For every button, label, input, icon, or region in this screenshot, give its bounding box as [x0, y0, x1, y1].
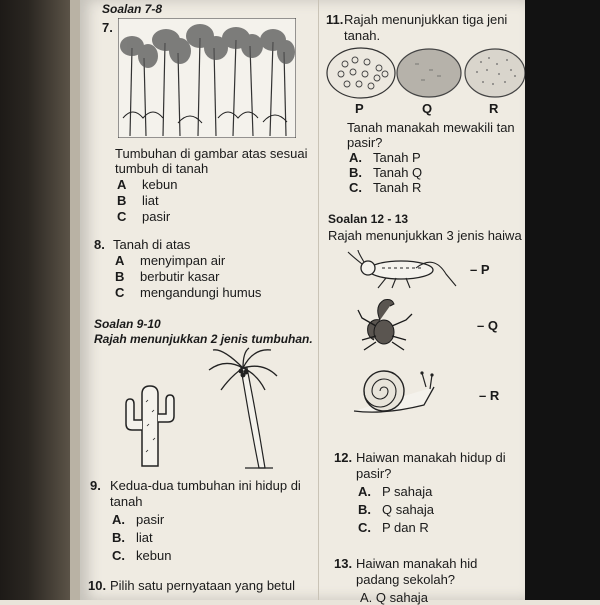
grasshopper-illustration	[346, 250, 466, 290]
animal-label-q: – Q	[477, 318, 498, 333]
scorpion-illustration	[354, 296, 420, 356]
q7-option-b-letter[interactable]: B	[117, 193, 127, 208]
q8-option-a-text[interactable]: menyimpan air	[140, 253, 226, 268]
instruction-9-10: Rajah menunjukkan 2 jenis tumbuhan.	[94, 332, 313, 346]
q11-option-c-text[interactable]: Tanah R	[373, 180, 422, 195]
q12-text-line2: pasir?	[356, 466, 392, 481]
animal-label-p: – P	[470, 262, 490, 277]
q8-text: Tanah di atas	[113, 237, 191, 252]
animal-label-r: – R	[479, 388, 500, 403]
q7-text-line1: Tumbuhan di gambar atas sesuai	[115, 146, 308, 161]
q12-option-a-text[interactable]: P sahaja	[382, 484, 433, 499]
q9-text-line1: Kedua-dua tumbuhan ini hidup di	[110, 478, 301, 493]
q7-option-a-letter[interactable]: A	[117, 177, 127, 192]
q12-number: 12.	[334, 450, 353, 465]
q11-question-line2: pasir?	[347, 135, 383, 150]
soil-label-q: Q	[422, 101, 433, 116]
q12-option-c-letter[interactable]: C.	[358, 520, 371, 535]
q10-number: 10.	[88, 578, 107, 593]
cactus-illustration	[122, 382, 178, 468]
q9-option-a-letter[interactable]: A.	[112, 512, 125, 527]
q7-option-b-text[interactable]: liat	[142, 193, 159, 208]
q9-text-line2: tanah	[110, 494, 143, 509]
plants-illustration	[118, 18, 296, 138]
q12-option-c-text[interactable]: P dan R	[382, 520, 429, 535]
q7-option-c-letter[interactable]: C	[117, 209, 127, 224]
q9-number: 9.	[90, 478, 101, 493]
q11-text-line1: Rajah menunjukkan tiga jeni	[344, 12, 508, 27]
q8-option-a-letter[interactable]: A	[115, 253, 125, 268]
q7-option-c-text[interactable]: pasir	[142, 209, 171, 224]
q11-question-line1: Tanah manakah mewakili tan	[347, 120, 515, 135]
q7-option-a-text[interactable]: kebun	[142, 177, 178, 192]
soil-samples-illustration	[325, 46, 525, 100]
q9-option-b-text[interactable]: liat	[136, 530, 153, 545]
background-left	[0, 0, 70, 600]
q8-option-b-text[interactable]: berbutir kasar	[140, 269, 220, 284]
q9-option-a-text[interactable]: pasir	[136, 512, 165, 527]
q11-option-c-letter[interactable]: C.	[349, 180, 362, 195]
q9-option-c-text[interactable]: kebun	[136, 548, 172, 563]
q9-option-b-letter[interactable]: B.	[112, 530, 125, 545]
q13-number: 13.	[334, 556, 353, 571]
q8-option-c-text[interactable]: mengandungi humus	[140, 285, 262, 300]
page-spine	[70, 0, 80, 600]
q8-number: 8.	[94, 237, 105, 252]
q12-text-line1: Haiwan manakah hidup di	[356, 450, 506, 465]
instruction-12-13: Rajah menunjukkan 3 jenis haiwa	[328, 228, 522, 243]
q8-option-c-letter[interactable]: C	[115, 285, 125, 300]
q7-text-line2: tumbuh di tanah	[115, 161, 209, 176]
q11-number: 11.	[326, 12, 344, 27]
q11-option-b-text[interactable]: Tanah Q	[373, 165, 423, 180]
header-soalan-12-13: Soalan 12 - 13	[328, 212, 409, 226]
q11-option-b-letter[interactable]: B.	[349, 165, 362, 180]
q10-text: Pilih satu pernyataan yang betul	[110, 578, 296, 593]
coconut-tree-illustration	[205, 346, 280, 470]
q11-option-a-text[interactable]: Tanah P	[373, 150, 421, 165]
q11-option-a-letter[interactable]: A.	[349, 150, 362, 165]
snail-illustration	[352, 365, 440, 417]
q13-text-line1: Haiwan manakah hid	[356, 556, 478, 571]
q13-text-line2: padang sekolah?	[356, 572, 456, 587]
column-divider	[318, 0, 319, 600]
header-soalan-7-8: Soalan 7-8	[102, 2, 163, 16]
q13-partial-option[interactable]: A. Q sahaja	[360, 590, 428, 605]
soil-label-r: R	[489, 101, 499, 116]
q11-text-line2: tanah.	[344, 28, 381, 43]
q8-option-b-letter[interactable]: B	[115, 269, 125, 284]
q9-option-c-letter[interactable]: C.	[112, 548, 125, 563]
q12-option-b-letter[interactable]: B.	[358, 502, 371, 517]
q12-option-b-text[interactable]: Q sahaja	[382, 502, 435, 517]
soil-label-p: P	[355, 101, 364, 116]
q7-number: 7.	[102, 20, 113, 35]
q12-option-a-letter[interactable]: A.	[358, 484, 371, 499]
background-right	[525, 0, 600, 600]
header-soalan-9-10: Soalan 9-10	[94, 317, 161, 331]
